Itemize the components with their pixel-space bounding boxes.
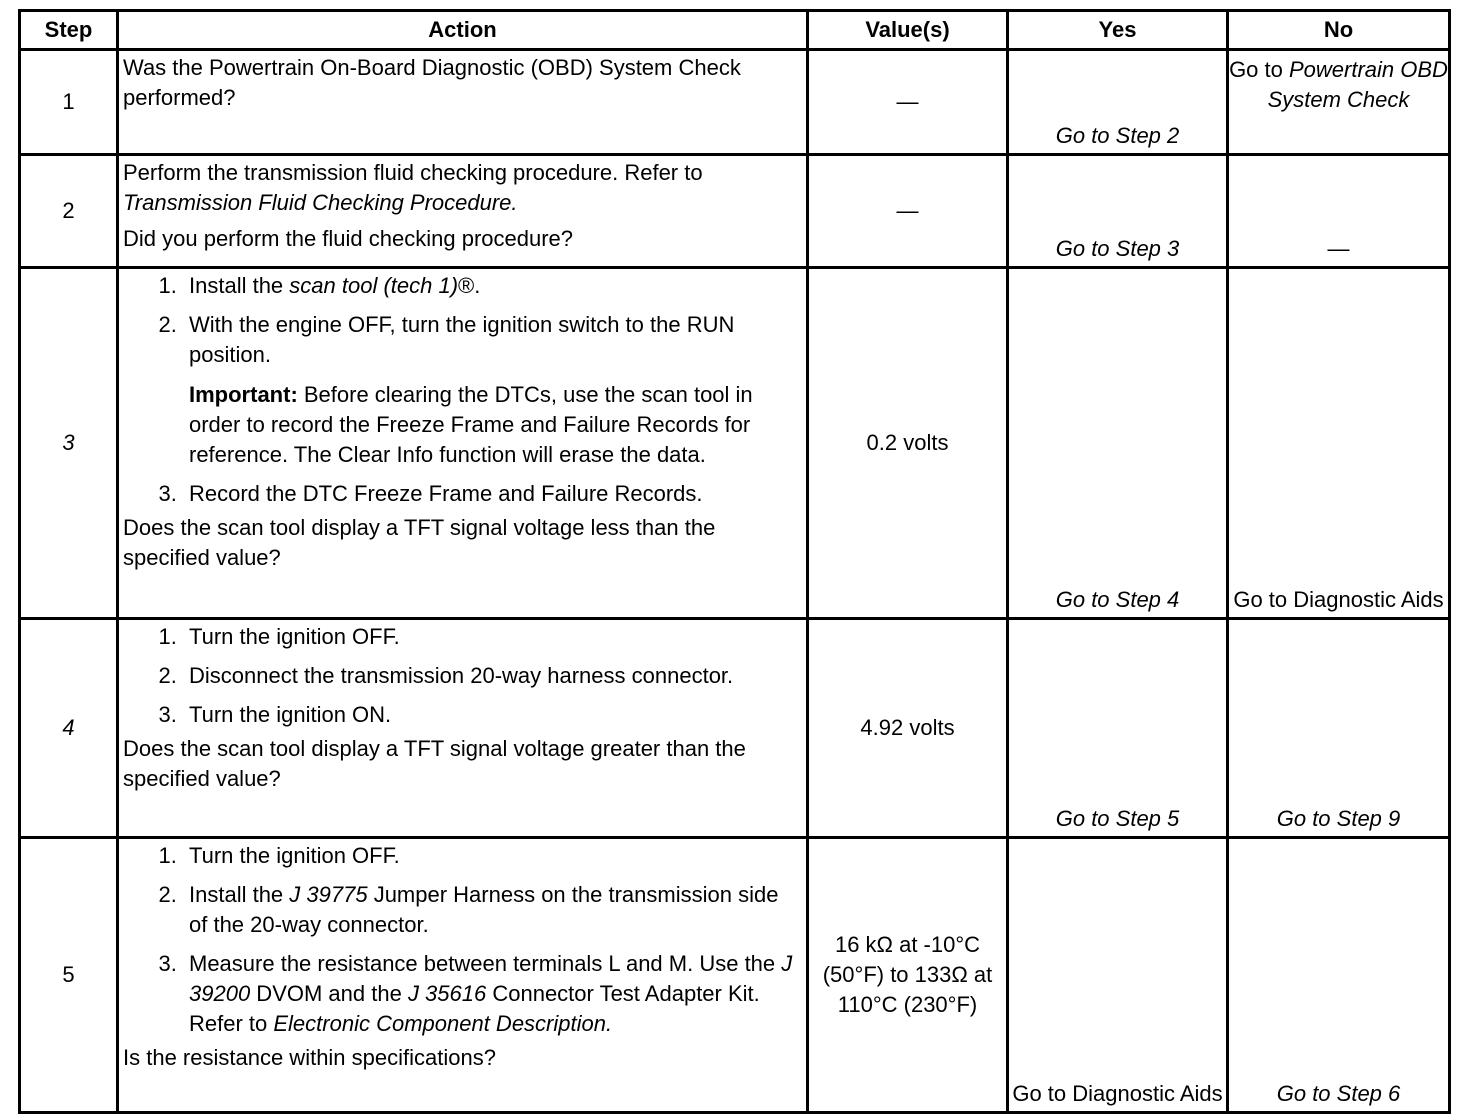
table-row [20,838,1450,1113]
action-question: Does the scan tool display a TFT signal voltage less than the specified value? [123,515,716,570]
value-cell: — [808,155,1008,268]
yes-cell [1008,155,1228,268]
list-item [183,310,800,470]
step-number: 3 [20,268,118,619]
action-steps [123,622,800,730]
value-cell: — [808,50,1008,155]
header-yes: Yes [1008,11,1228,50]
yes-link: Go to Step 2 [1055,123,1180,148]
item-text: Record the DTC Freeze Frame and Failure Records. [189,481,703,506]
list-item [183,479,800,509]
important-label: Important: [189,382,298,407]
yes-link: Go to Step 5 [1055,806,1180,831]
no-cell: — [1228,155,1450,268]
item-text: Jumper Harness on the transmission side of the 20-way connector. [189,882,779,937]
diagnostic-table [18,9,1451,1114]
value-cell: 0.2 volts [808,268,1008,619]
action-question: Did you perform the fluid checking procedure? [123,226,574,251]
yes-link: Go to Step 3 [1055,236,1180,261]
item-text: Connector Test Adapter Kit. Refer to [189,981,760,1036]
no-link: Go to Step 9 [1276,806,1401,831]
no-link: Go to Step 6 [1276,1081,1401,1106]
action-question: Was the Powertrain On-Board Diagnostic (OBD) System Check performed? [123,55,741,110]
tool-reference: scan tool (tech 1) [289,273,459,298]
no-cell [1228,619,1450,838]
step-number: 4 [20,619,118,838]
no-link: Powertrain OBD System Check [1267,57,1448,112]
instruction-text: Perform the transmission fluid checking procedure. Refer to [123,160,703,185]
list-item [183,271,800,301]
header-action: Action [118,11,808,50]
action-cell [118,838,808,1113]
action-cell [118,155,808,268]
no-prefix: Go to [1229,57,1289,82]
item-text: ®. [458,273,481,298]
no-cell: Go to Diagnostic Aids [1228,268,1450,619]
list-item: 2. Disconnect the transmission 20-way harness connector. [183,661,800,691]
yes-cell [1008,50,1228,155]
table-row [20,50,1450,155]
action-question: Does the scan tool display a TFT signal voltage greater than the specified value? [123,736,746,791]
item-text: Measure the resistance between terminals L and M. Use the [189,951,782,976]
no-cell [1228,50,1450,155]
header-step: Step [20,11,118,50]
yes-cell [1008,268,1228,619]
step-number: 2 [20,155,118,268]
step-number: 1 [20,50,118,155]
document-reference: Electronic Component Description. [273,1011,613,1036]
action-steps [123,841,800,1039]
action-cell [118,268,808,619]
tool-reference: J 35616 [407,981,487,1006]
header-row [20,11,1450,50]
yes-cell [1008,619,1228,838]
procedure-reference: Transmission Fluid Checking Procedure. [123,190,518,215]
header-values: Value(s) [808,11,1008,50]
action-instruction [123,158,800,218]
table-row [20,268,1450,619]
tool-reference: J 39200 [189,951,793,1006]
step-number: 5 [20,838,118,1113]
yes-cell: Go to Diagnostic Aids [1008,838,1228,1113]
list-item: 3. Turn the ignition ON. [183,700,800,730]
item-text: Install the [189,882,290,907]
action-steps [123,271,800,509]
action-cell [118,619,808,838]
important-text: Before clearing the DTCs, use the scan tool in order to record the Freeze Frame and Failure Records for reference. The Clear Info function will erase the data. [189,382,753,467]
tool-reference: J 39775 [289,882,368,907]
action-cell [118,50,808,155]
list-item [183,880,800,940]
table-row [20,619,1450,838]
value-cell: 16 kΩ at -10°C (50°F) to 133Ω at 110°C (230°F) [808,838,1008,1113]
action-question: Is the resistance within specifications? [123,1045,496,1070]
list-item: 1. Turn the ignition OFF. [183,841,800,871]
value-cell: 4.92 volts [808,619,1008,838]
item-text: DVOM and the [250,981,408,1006]
important-note [189,380,800,470]
list-item: 1. Turn the ignition OFF. [183,622,800,652]
header-no: No [1228,11,1450,50]
yes-link: Go to Step 4 [1055,587,1180,612]
no-cell [1228,838,1450,1113]
table-row [20,155,1450,268]
item-text: With the engine OFF, turn the ignition switch to the RUN position. [189,312,735,367]
item-text: Install the [189,273,290,298]
list-item [183,949,800,1039]
